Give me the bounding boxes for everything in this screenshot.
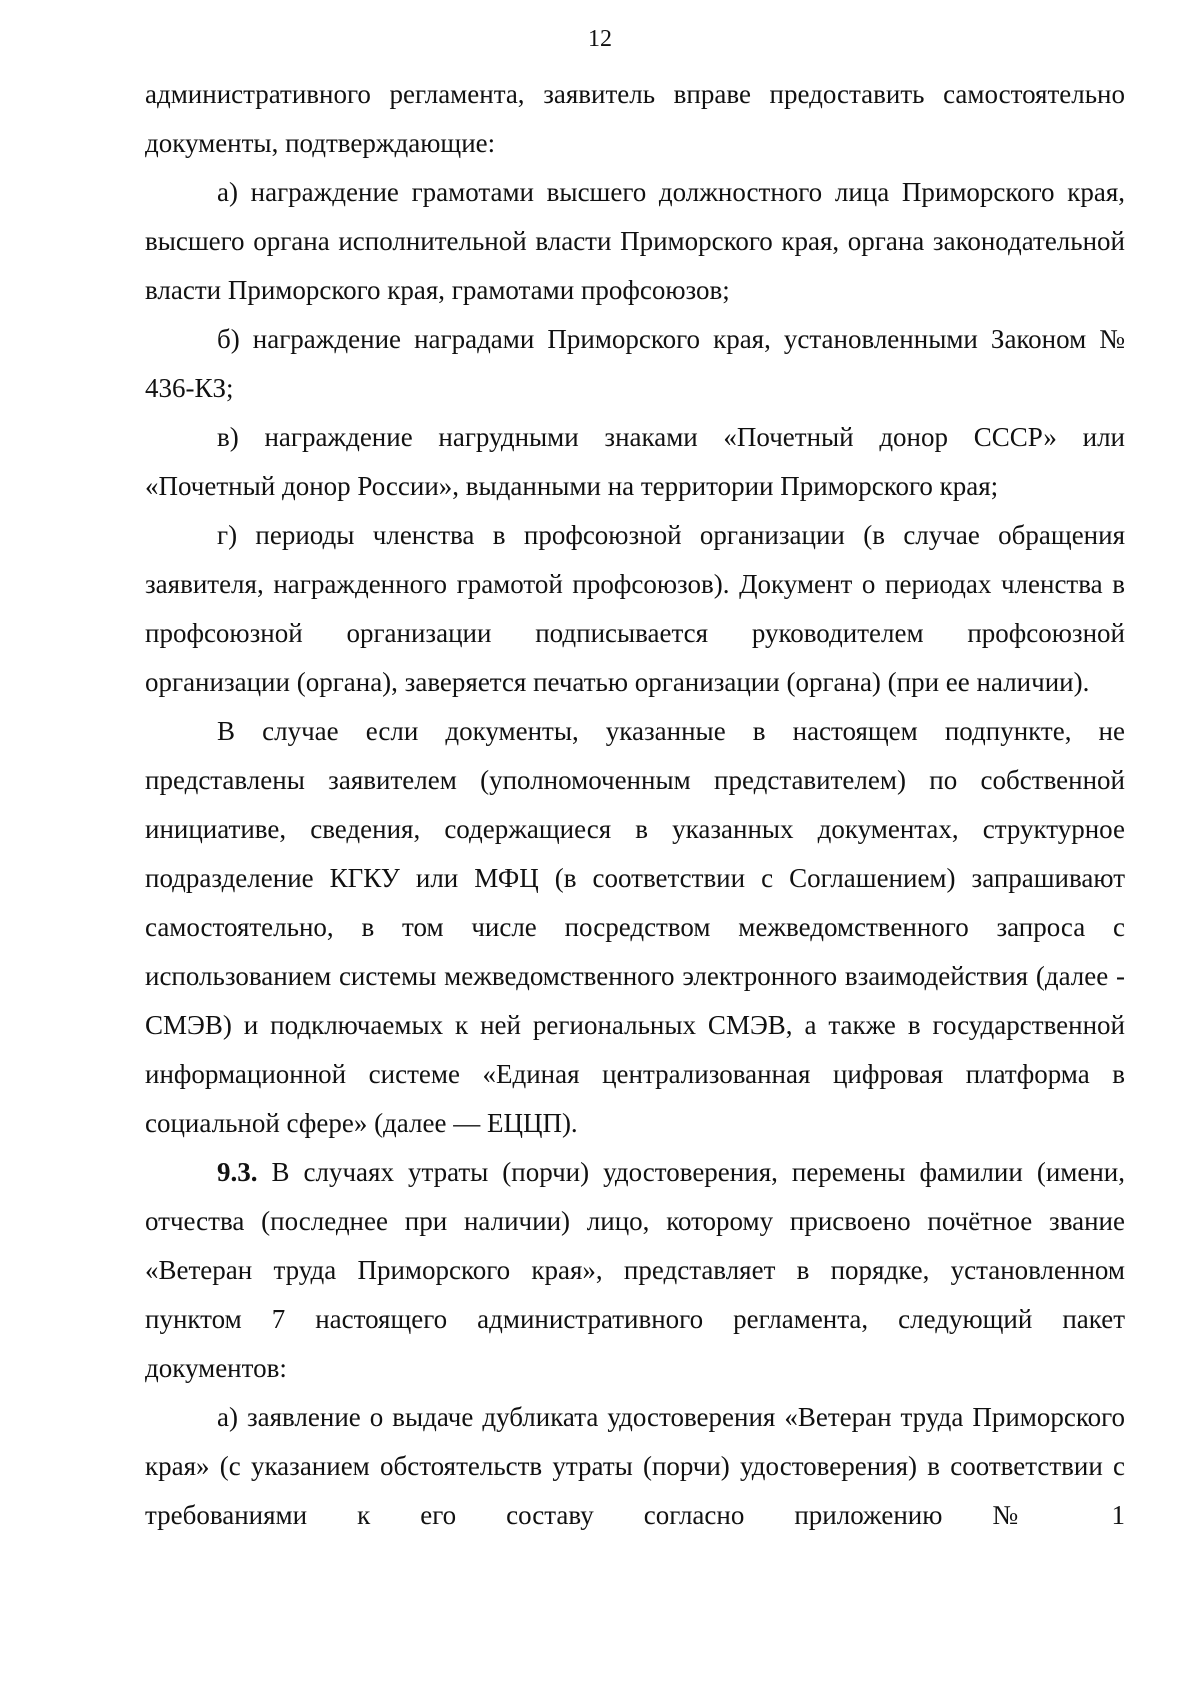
paragraph-interagency-request: В случае если документы, указанные в настоящем подпункте, не представлены заявителем (уполномоченным представителем) по собственной инициативе, сведения, содержащиеся в указанных документах, структурное подразделение КГКУ или МФЦ (в соответствии с Соглашением) запрашивают самостоятельно, в том числе посредством межведомственного запроса с использованием системы межведомственного электронного взаимодействия (далее - СМЭВ) и подключаемых к ней региональных СМЭВ, а также в государственной информационной системе «Единая централизованная цифровая платформа в социальной сфере» (далее — ЕЦЦП). — [145, 716, 1125, 1138]
section-text: В случаях утраты (порчи) удостоверения, перемены фамилии (имени, отчества (последнее при наличии) лицо, которому присвоено почётное звание «Ветеран труда Приморского края», представляет в порядке, установленном пунктом 7 настоящего административного регламента, следующий пакет документов: — [145, 1157, 1125, 1383]
paragraph-item-g: г) периоды членства в профсоюзной организации (в случае обращения заявителя, награжденного грамотой профсоюзов). Документ о периодах членства в профсоюзной организации подписывается руководителем профсоюзной организации (органа), заверяется печатью организации (органа) (при ее наличии). — [145, 520, 1125, 697]
paragraph-item-a: а) награждение грамотами высшего должностного лица Приморского края, высшего органа исполнительной власти Приморского края, органа законодательной власти Приморского края, грамотами профсоюзов; — [145, 177, 1125, 305]
paragraph-section-9-3 — [145, 1148, 1125, 1393]
paragraph-duplicate-application: а) заявление о выдаче дубликата удостоверения «Ветеран труда Приморского края» (с указанием обстоятельств утраты (порчи) удостоверения) в соответствии с требованиями к его составу согласно приложению № 1 — [145, 1402, 1125, 1530]
paragraph-item-v: в) награждение нагрудными знаками «Почетный донор СССР» или «Почетный донор России», выданными на территории Приморского края; — [145, 422, 1125, 501]
document-body — [145, 70, 1125, 1540]
paragraph-item-b: б) награждение наградами Приморского края, установленными Законом № 436-КЗ; — [145, 324, 1125, 403]
page-number: 12 — [588, 26, 612, 52]
section-number: 9.3. — [217, 1157, 258, 1187]
paragraph-continuation: административного регламента, заявитель вправе предоставить самостоятельно документы, подтверждающие: — [145, 79, 1125, 158]
